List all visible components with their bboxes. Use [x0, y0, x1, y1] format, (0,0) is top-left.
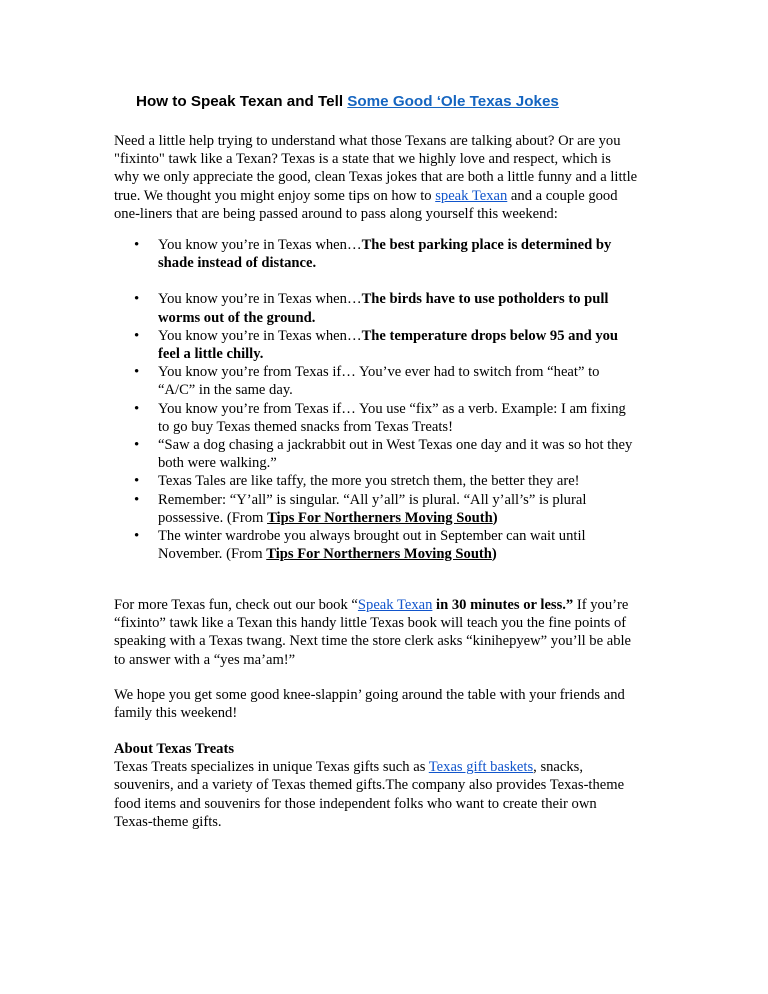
item-text: to go buy Texas themed snacks from Texas Treats! — [158, 418, 453, 435]
book-line — [114, 596, 659, 614]
book-bold-text: in 30 minutes or less.” — [432, 597, 574, 613]
about-text: Texas Treats specializes in unique Texas gifts such as — [114, 759, 429, 776]
closing-paragraph — [114, 686, 659, 722]
intro-line: "fixinto" tawk like a Texan? Texas is a state that we highly love and respect, which is — [114, 151, 611, 168]
list-item — [114, 236, 674, 272]
item-text: • You know you’re from Texas if… You use “fix” as a verb. Example: I am fixing — [158, 400, 626, 417]
item-text: • “Saw a dog chasing a jackrabbit out in West Texas one day and it was so hot they — [158, 437, 633, 454]
list-item — [114, 527, 674, 563]
item-bold-text: The best parking place is determined by — [361, 237, 612, 253]
intro-paragraph — [114, 132, 659, 223]
about-line: souvenirs, and a variety of Texas themed gifts.The company also provides Texas-theme — [114, 777, 625, 794]
item-bold-text: shade instead of distance. — [158, 255, 317, 272]
title-text: How to Speak Texan and Tell — [136, 93, 348, 110]
about-section — [114, 740, 659, 831]
northerners-link[interactable]: Tips For Northerners Moving South — [266, 546, 492, 563]
item-text: “A/C” in the same day. — [158, 382, 293, 399]
intro-line: why we only appreciate the good, clean Texas jokes that are both a little funny and a little — [114, 169, 638, 186]
jokes-list — [114, 236, 674, 563]
item-text: • Texas Tales are like taffy, the more you stretch them, the better they are! — [158, 473, 580, 490]
item-text: You know you’re in Texas when… — [158, 237, 362, 253]
item-text: November. (From — [158, 546, 267, 563]
list-item — [114, 290, 674, 326]
closing-line: family this weekend! — [114, 705, 238, 722]
item-text: ) — [492, 509, 498, 526]
about-line: food items and souvenirs for those independent folks who want to create their own — [114, 795, 597, 812]
gift-baskets-link[interactable]: Texas gift baskets — [428, 759, 534, 776]
title-jokes-link[interactable]: Some Good ‘Ole Texas Jokes — [347, 93, 559, 110]
item-text: both were walking.” — [158, 455, 277, 472]
speak-texan-link[interactable]: speak Texan — [435, 187, 508, 204]
item-text: You know you’re in Texas when… — [158, 327, 362, 344]
item-bold-text: feel a little chilly. — [158, 346, 264, 363]
about-text: , snacks, — [533, 759, 583, 776]
northerners-link[interactable]: Tips For Northerners Moving South — [267, 509, 493, 526]
intro-text: and a couple good — [507, 187, 618, 204]
intro-line: one-liners that are being passed around to pass along yourself this weekend: — [114, 205, 558, 222]
list-item — [114, 491, 674, 527]
speak-texan-book-link[interactable]: Speak Texan — [357, 597, 433, 613]
closing-line: We hope you get some good knee-slappin’ going around the table with your friends and — [114, 687, 625, 703]
item-text: possessive. (From — [158, 509, 268, 526]
book-text: If you’re — [573, 597, 629, 613]
list-item — [114, 400, 674, 436]
item-bold-text: worms out of the ground. — [158, 309, 316, 326]
book-line: speaking with a Texas twang. Next time the store clerk asks “kinihepyew” you’ll be able — [114, 633, 632, 650]
list-item — [114, 472, 674, 490]
about-line: Texas-theme gifts. — [114, 813, 222, 830]
intro-text: true. We thought you might enjoy some tips on how to — [114, 187, 436, 204]
item-text: You know you’re in Texas when… — [158, 291, 362, 308]
list-item — [114, 327, 674, 363]
list-item — [114, 436, 674, 472]
list-item — [114, 363, 674, 399]
item-bold-text: The temperature drops below 95 and you — [361, 327, 619, 344]
about-line — [114, 758, 659, 776]
item-text: • You know you’re from Texas if… You’ve ever had to switch from “heat” to — [158, 364, 600, 381]
book-text: For more Texas fun, check out our book “ — [114, 597, 358, 613]
item-text: • The winter wardrobe you always brought out in September can wait until — [158, 528, 586, 545]
item-text: • Remember: “Y’all” is singular. “All y’all” is plural. “All y’all’s” is plural — [158, 491, 587, 508]
book-paragraph — [114, 596, 659, 669]
intro-line: Need a little help trying to understand what those Texans are talking about? Or are you — [114, 133, 621, 149]
book-line: to answer with a “yes ma’am!” — [114, 651, 296, 668]
item-text: ) — [491, 546, 497, 563]
item-bold-text: The birds have to use potholders to pull — [361, 291, 609, 308]
about-heading: About Texas Treats — [114, 741, 235, 757]
book-line: “fixinto” tawk like a Texan this handy little Texas book will teach you the fine points of — [114, 615, 627, 632]
intro-line — [114, 187, 659, 205]
page-title — [136, 92, 559, 112]
